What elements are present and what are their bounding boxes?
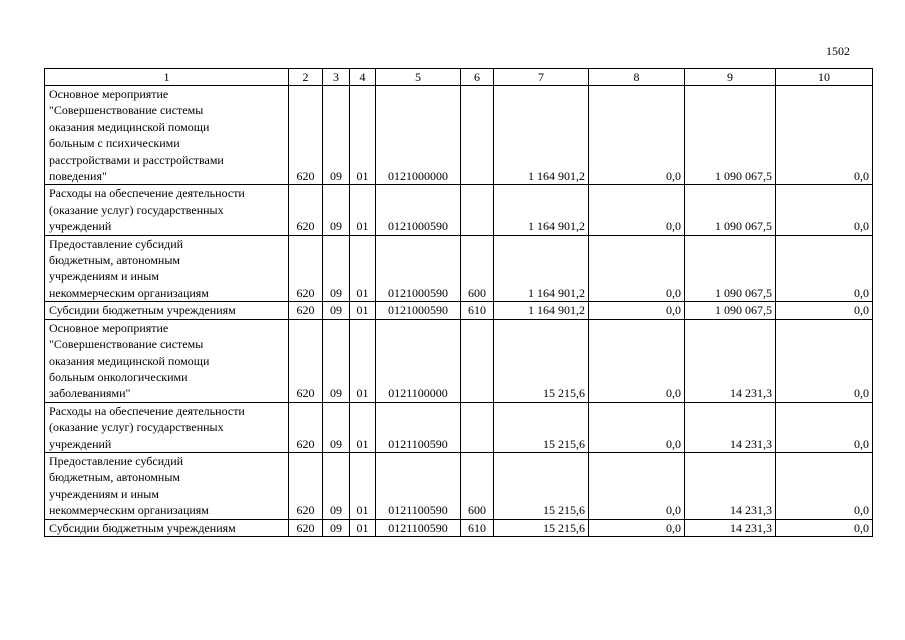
item-name-line: Основное мероприятие <box>49 320 169 335</box>
cell-amount-col8: 0,0 <box>589 519 685 536</box>
item-name-line: Субсидии бюджетным учреждениям <box>49 303 236 318</box>
column-header: 9 <box>685 69 776 86</box>
cell-amount-col7: 1 164 901,2 <box>494 302 589 319</box>
item-name-line: оказания медицинской помощи <box>49 119 210 134</box>
cell-amount-col8: 0,0 <box>589 86 685 185</box>
cell-target-article: 0121100590 <box>376 402 461 452</box>
item-name-line: учреждениям и иным <box>49 269 159 284</box>
item-name-line: некоммерческим организациям <box>49 285 209 300</box>
item-name-line: оказания медицинской помощи <box>49 353 210 368</box>
column-header: 7 <box>494 69 589 86</box>
item-name-line: Предоставление субсидий <box>49 236 184 251</box>
cell-item-name <box>45 519 289 536</box>
item-name-line: Расходы на обеспечение деятельности <box>49 186 245 201</box>
cell-item-name <box>45 185 289 235</box>
item-name-line: бюджетным, автономным <box>49 253 180 268</box>
cell-item-name <box>45 302 289 319</box>
cell-amount-col9: 14 231,3 <box>685 319 776 402</box>
cell-amount-col8: 0,0 <box>589 452 685 519</box>
cell-expense-type: 600 <box>461 452 494 519</box>
cell-amount-col7: 15 215,6 <box>494 452 589 519</box>
column-header: 1 <box>45 69 289 86</box>
cell-item-name <box>45 402 289 452</box>
cell-amount-col9: 1 090 067,5 <box>685 86 776 185</box>
column-header: 6 <box>461 69 494 86</box>
cell-subsection-code: 01 <box>350 302 376 319</box>
item-name-line: больным с психическими <box>49 136 180 151</box>
cell-subsection-code: 01 <box>350 519 376 536</box>
cell-section-code: 09 <box>323 319 350 402</box>
item-name-line: учреждениям и иным <box>49 486 159 501</box>
budget-table-body <box>45 69 873 537</box>
cell-section-code: 09 <box>323 519 350 536</box>
item-name-line: (оказание услуг) государственных <box>49 202 224 217</box>
cell-amount-col10: 0,0 <box>776 86 873 185</box>
cell-expense-type <box>461 86 494 185</box>
cell-amount-col8: 0,0 <box>589 319 685 402</box>
cell-expense-type <box>461 185 494 235</box>
cell-amount-col9: 14 231,3 <box>685 402 776 452</box>
cell-item-name <box>45 319 289 402</box>
cell-expense-type: 600 <box>461 235 494 302</box>
cell-subsection-code: 01 <box>350 319 376 402</box>
cell-subsection-code: 01 <box>350 185 376 235</box>
cell-subsection-code: 01 <box>350 452 376 519</box>
cell-section-code: 09 <box>323 302 350 319</box>
table-row <box>45 452 873 519</box>
item-name-line: "Совершенствование системы <box>49 103 204 118</box>
cell-amount-col9: 1 090 067,5 <box>685 235 776 302</box>
table-row <box>45 185 873 235</box>
cell-amount-col9: 14 231,3 <box>685 452 776 519</box>
item-name-line: больным онкологическими <box>49 369 188 384</box>
cell-ministry-code: 620 <box>289 452 323 519</box>
item-name-line: (оказание услуг) государственных <box>49 420 224 435</box>
cell-ministry-code: 620 <box>289 302 323 319</box>
cell-amount-col8: 0,0 <box>589 185 685 235</box>
cell-section-code: 09 <box>323 402 350 452</box>
cell-amount-col8: 0,0 <box>589 402 685 452</box>
cell-subsection-code: 01 <box>350 402 376 452</box>
cell-ministry-code: 620 <box>289 185 323 235</box>
cell-expense-type: 610 <box>461 302 494 319</box>
cell-amount-col10: 0,0 <box>776 402 873 452</box>
item-name-line: поведения" <box>49 169 107 184</box>
cell-amount-col8: 0,0 <box>589 235 685 302</box>
cell-amount-col10: 0,0 <box>776 519 873 536</box>
cell-amount-col7: 15 215,6 <box>494 402 589 452</box>
cell-amount-col9: 1 090 067,5 <box>685 302 776 319</box>
item-name-line: учреждений <box>49 436 112 451</box>
cell-ministry-code: 620 <box>289 235 323 302</box>
item-name-line: учреждений <box>49 219 112 234</box>
table-row <box>45 302 873 319</box>
cell-ministry-code: 620 <box>289 319 323 402</box>
cell-target-article: 0121000590 <box>376 185 461 235</box>
item-name-line: Основное мероприятие <box>49 87 169 101</box>
column-header-row <box>45 69 873 86</box>
budget-table <box>44 68 873 537</box>
item-name-line: "Совершенствование системы <box>49 337 204 352</box>
item-name-line: Предоставление субсидий <box>49 453 184 468</box>
cell-item-name <box>45 452 289 519</box>
table-row <box>45 235 873 302</box>
cell-section-code: 09 <box>323 235 350 302</box>
cell-amount-col10: 0,0 <box>776 452 873 519</box>
item-name-line: бюджетным, автономным <box>49 470 180 485</box>
cell-ministry-code: 620 <box>289 519 323 536</box>
cell-amount-col10: 0,0 <box>776 319 873 402</box>
cell-amount-col7: 1 164 901,2 <box>494 185 589 235</box>
cell-amount-col9: 1 090 067,5 <box>685 185 776 235</box>
cell-item-name <box>45 235 289 302</box>
column-header: 4 <box>350 69 376 86</box>
column-header: 3 <box>323 69 350 86</box>
cell-amount-col7: 15 215,6 <box>494 519 589 536</box>
page-number: 1502 <box>826 44 850 58</box>
column-header: 2 <box>289 69 323 86</box>
cell-amount-col7: 1 164 901,2 <box>494 235 589 302</box>
cell-section-code: 09 <box>323 86 350 185</box>
cell-ministry-code: 620 <box>289 86 323 185</box>
cell-section-code: 09 <box>323 452 350 519</box>
cell-ministry-code: 620 <box>289 402 323 452</box>
table-row <box>45 86 873 185</box>
table-row <box>45 519 873 536</box>
cell-amount-col10: 0,0 <box>776 302 873 319</box>
cell-item-name <box>45 86 289 185</box>
cell-amount-col7: 15 215,6 <box>494 319 589 402</box>
cell-target-article: 0121100000 <box>376 319 461 402</box>
cell-target-article: 0121000000 <box>376 86 461 185</box>
item-name-line: расстройствами и расстройствами <box>49 152 224 167</box>
cell-amount-col10: 0,0 <box>776 235 873 302</box>
item-name-line: некоммерческим организациям <box>49 503 209 518</box>
cell-target-article: 0121100590 <box>376 519 461 536</box>
cell-target-article: 0121000590 <box>376 302 461 319</box>
cell-expense-type: 610 <box>461 519 494 536</box>
cell-target-article: 0121000590 <box>376 235 461 302</box>
table-row <box>45 319 873 402</box>
column-header: 8 <box>589 69 685 86</box>
item-name-line: Расходы на обеспечение деятельности <box>49 403 245 418</box>
cell-expense-type <box>461 319 494 402</box>
cell-amount-col9: 14 231,3 <box>685 519 776 536</box>
cell-expense-type <box>461 402 494 452</box>
column-header: 5 <box>376 69 461 86</box>
cell-target-article: 0121100590 <box>376 452 461 519</box>
cell-amount-col8: 0,0 <box>589 302 685 319</box>
cell-section-code: 09 <box>323 185 350 235</box>
cell-amount-col10: 0,0 <box>776 185 873 235</box>
cell-subsection-code: 01 <box>350 235 376 302</box>
table-row <box>45 402 873 452</box>
column-header: 10 <box>776 69 873 86</box>
cell-amount-col7: 1 164 901,2 <box>494 86 589 185</box>
cell-subsection-code: 01 <box>350 86 376 185</box>
item-name-line: заболеваниями" <box>49 386 131 401</box>
item-name-line: Субсидии бюджетным учреждениям <box>49 520 236 535</box>
